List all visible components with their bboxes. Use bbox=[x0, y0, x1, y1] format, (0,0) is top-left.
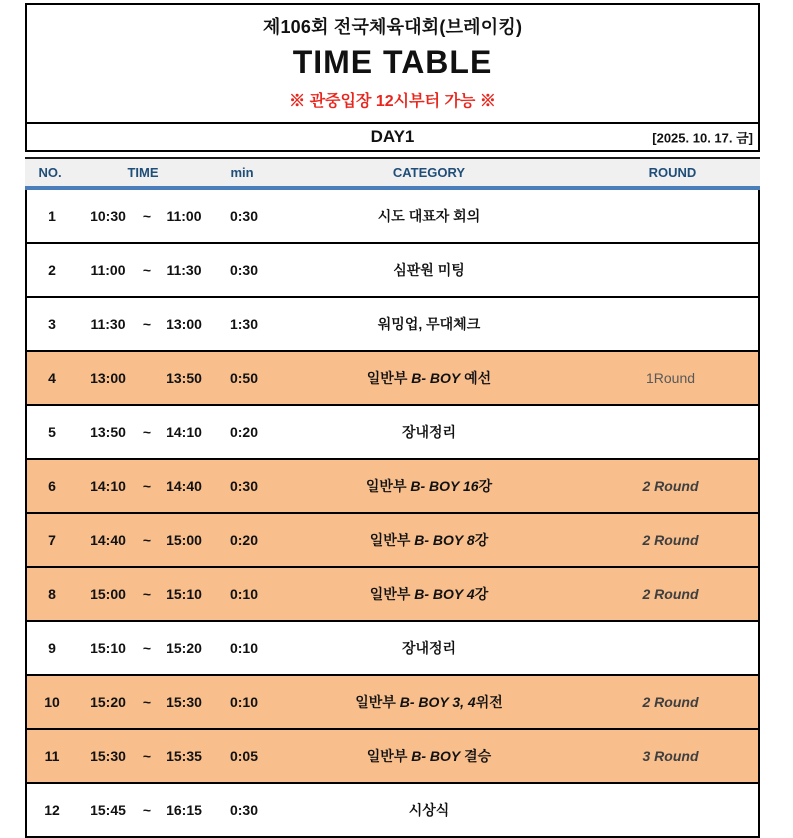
row-time-start: 15:20 bbox=[90, 694, 126, 710]
row-no: 9 bbox=[48, 640, 56, 656]
category-prefix: 일반부 bbox=[369, 532, 415, 548]
row-time-tilde: ~ bbox=[142, 316, 152, 332]
row-time-start: 11:00 bbox=[90, 262, 126, 278]
category-suffix: 강 bbox=[474, 586, 489, 602]
row-time-end: 13:00 bbox=[166, 316, 202, 332]
page-title: TIME TABLE bbox=[292, 44, 493, 80]
row-min: 0:30 bbox=[229, 208, 259, 224]
row-time-end: 15:20 bbox=[166, 640, 202, 656]
row-time-start: 15:45 bbox=[90, 802, 126, 818]
date-label: [2025. 10. 17. 금] bbox=[652, 130, 753, 146]
row-time-tilde: ~ bbox=[142, 586, 152, 602]
category-suffix: 강 bbox=[474, 532, 489, 548]
table-row bbox=[27, 566, 758, 620]
event-title: 제106회 전국체육대회(브레이킹) bbox=[262, 17, 523, 37]
header-time: TIME bbox=[127, 165, 159, 180]
row-time-start: 14:40 bbox=[90, 532, 126, 548]
row-no: 10 bbox=[44, 694, 60, 710]
row-category bbox=[275, 746, 583, 766]
row-round: 2 Round bbox=[642, 586, 699, 602]
row-category bbox=[275, 422, 583, 442]
table-row bbox=[27, 674, 758, 728]
row-time-start: 13:50 bbox=[90, 424, 126, 440]
row-time-tilde: ~ bbox=[142, 802, 152, 818]
category-prefix: 일반부 bbox=[366, 748, 412, 764]
row-round: 2 Round bbox=[642, 478, 699, 494]
row-time-tilde: ~ bbox=[142, 532, 152, 548]
row-min: 0:30 bbox=[229, 262, 259, 278]
title-box bbox=[25, 3, 760, 124]
row-category bbox=[275, 530, 583, 550]
row-time-start: 10:30 bbox=[90, 208, 126, 224]
category-bboy: B- BOY 4 bbox=[414, 586, 475, 602]
row-time-end: 16:15 bbox=[166, 802, 202, 818]
header-round: ROUND bbox=[648, 165, 697, 180]
row-time-end: 15:00 bbox=[166, 532, 202, 548]
row-no: 2 bbox=[48, 262, 56, 278]
row-time-tilde: ~ bbox=[142, 640, 152, 656]
row-time-end: 11:00 bbox=[166, 208, 202, 224]
table-row bbox=[27, 458, 758, 512]
row-time-end: 14:10 bbox=[166, 424, 202, 440]
day-row bbox=[25, 124, 760, 152]
table-row bbox=[27, 296, 758, 350]
category-prefix: 장내정리 bbox=[401, 640, 457, 656]
category-prefix: 시상식 bbox=[408, 802, 450, 818]
row-time-end: 13:50 bbox=[166, 370, 202, 386]
row-round: 2 Round bbox=[642, 694, 699, 710]
table-row bbox=[27, 404, 758, 458]
category-bboy: B- BOY bbox=[411, 748, 461, 764]
row-time-tilde: ~ bbox=[142, 208, 152, 224]
row-round: 1Round bbox=[645, 370, 696, 386]
category-prefix: 일반부 bbox=[366, 370, 412, 386]
row-no: 4 bbox=[48, 370, 56, 386]
row-time-end: 15:30 bbox=[166, 694, 202, 710]
row-time-start: 14:10 bbox=[90, 478, 126, 494]
row-min: 0:50 bbox=[229, 370, 259, 386]
category-prefix: 일반부 bbox=[365, 478, 411, 494]
row-time-end: 15:35 bbox=[166, 748, 202, 764]
row-min: 0:10 bbox=[229, 586, 259, 602]
timetable-page bbox=[25, 3, 760, 838]
row-min: 0:05 bbox=[229, 748, 259, 764]
row-min: 0:20 bbox=[229, 532, 259, 548]
row-time-end: 11:30 bbox=[166, 262, 202, 278]
category-prefix: 워밍업, 무대체크 bbox=[377, 316, 481, 332]
category-suffix: 위전 bbox=[475, 694, 503, 710]
row-time-start: 13:00 bbox=[90, 370, 126, 386]
table-row bbox=[27, 728, 758, 782]
table-row bbox=[27, 512, 758, 566]
row-no: 12 bbox=[44, 802, 60, 818]
row-category bbox=[275, 584, 583, 604]
row-min: 0:10 bbox=[229, 694, 259, 710]
row-min: 1:30 bbox=[229, 316, 259, 332]
header-no: NO. bbox=[38, 165, 62, 180]
row-min: 0:20 bbox=[229, 424, 259, 440]
row-round: 2 Round bbox=[642, 532, 699, 548]
row-no: 8 bbox=[48, 586, 56, 602]
category-prefix: 심판원 미팅 bbox=[393, 262, 465, 278]
category-prefix: 시도 대표자 회의 bbox=[377, 208, 481, 224]
category-prefix: 일반부 bbox=[355, 694, 400, 710]
row-category bbox=[275, 260, 583, 280]
category-suffix: 결승 bbox=[460, 748, 492, 764]
row-min: 0:30 bbox=[229, 478, 259, 494]
row-time-tilde: ~ bbox=[142, 424, 152, 440]
category-prefix: 장내정리 bbox=[401, 424, 457, 440]
row-no: 7 bbox=[48, 532, 56, 548]
row-category bbox=[275, 638, 583, 658]
row-category bbox=[275, 800, 583, 820]
row-no: 3 bbox=[48, 316, 56, 332]
row-category bbox=[275, 206, 583, 226]
row-category bbox=[275, 314, 583, 334]
row-category bbox=[275, 476, 583, 496]
row-time-tilde: ~ bbox=[142, 478, 152, 494]
category-prefix: 일반부 bbox=[369, 586, 415, 602]
category-suffix: 강 bbox=[478, 478, 493, 494]
row-time-start: 11:30 bbox=[90, 316, 126, 332]
table-row bbox=[27, 620, 758, 674]
row-min: 0:10 bbox=[229, 640, 259, 656]
row-time-tilde: ~ bbox=[142, 694, 152, 710]
row-category bbox=[275, 692, 583, 712]
row-time-tilde: ~ bbox=[142, 262, 152, 278]
category-suffix: 예선 bbox=[460, 370, 492, 386]
category-bboy: B- BOY bbox=[411, 370, 461, 386]
row-time-end: 15:10 bbox=[166, 586, 202, 602]
row-no: 1 bbox=[48, 208, 56, 224]
row-no: 5 bbox=[48, 424, 56, 440]
row-category bbox=[275, 368, 583, 388]
row-time-end: 14:40 bbox=[166, 478, 202, 494]
header-category: CATEGORY bbox=[392, 165, 466, 180]
table-body bbox=[25, 190, 760, 838]
table-row bbox=[27, 350, 758, 404]
category-bboy: B- BOY 16 bbox=[410, 478, 479, 494]
table-row bbox=[27, 782, 758, 836]
audience-notice: ※ 관중입장 12시부터 가능 ※ bbox=[289, 93, 496, 110]
category-bboy: B- BOY 8 bbox=[414, 532, 475, 548]
row-round: 3 Round bbox=[642, 748, 699, 764]
row-time-start: 15:30 bbox=[90, 748, 126, 764]
row-no: 6 bbox=[48, 478, 56, 494]
row-no: 11 bbox=[44, 748, 60, 764]
row-time-start: 15:00 bbox=[90, 586, 126, 602]
table-header bbox=[25, 157, 760, 190]
row-min: 0:30 bbox=[229, 802, 259, 818]
table-row bbox=[27, 242, 758, 296]
row-time-start: 15:10 bbox=[90, 640, 126, 656]
category-bboy: B- BOY 3, 4 bbox=[399, 694, 476, 710]
row-time-tilde: ~ bbox=[142, 748, 152, 764]
header-min: min bbox=[230, 165, 254, 180]
day-label: DAY1 bbox=[370, 127, 415, 146]
table-row bbox=[27, 190, 758, 242]
